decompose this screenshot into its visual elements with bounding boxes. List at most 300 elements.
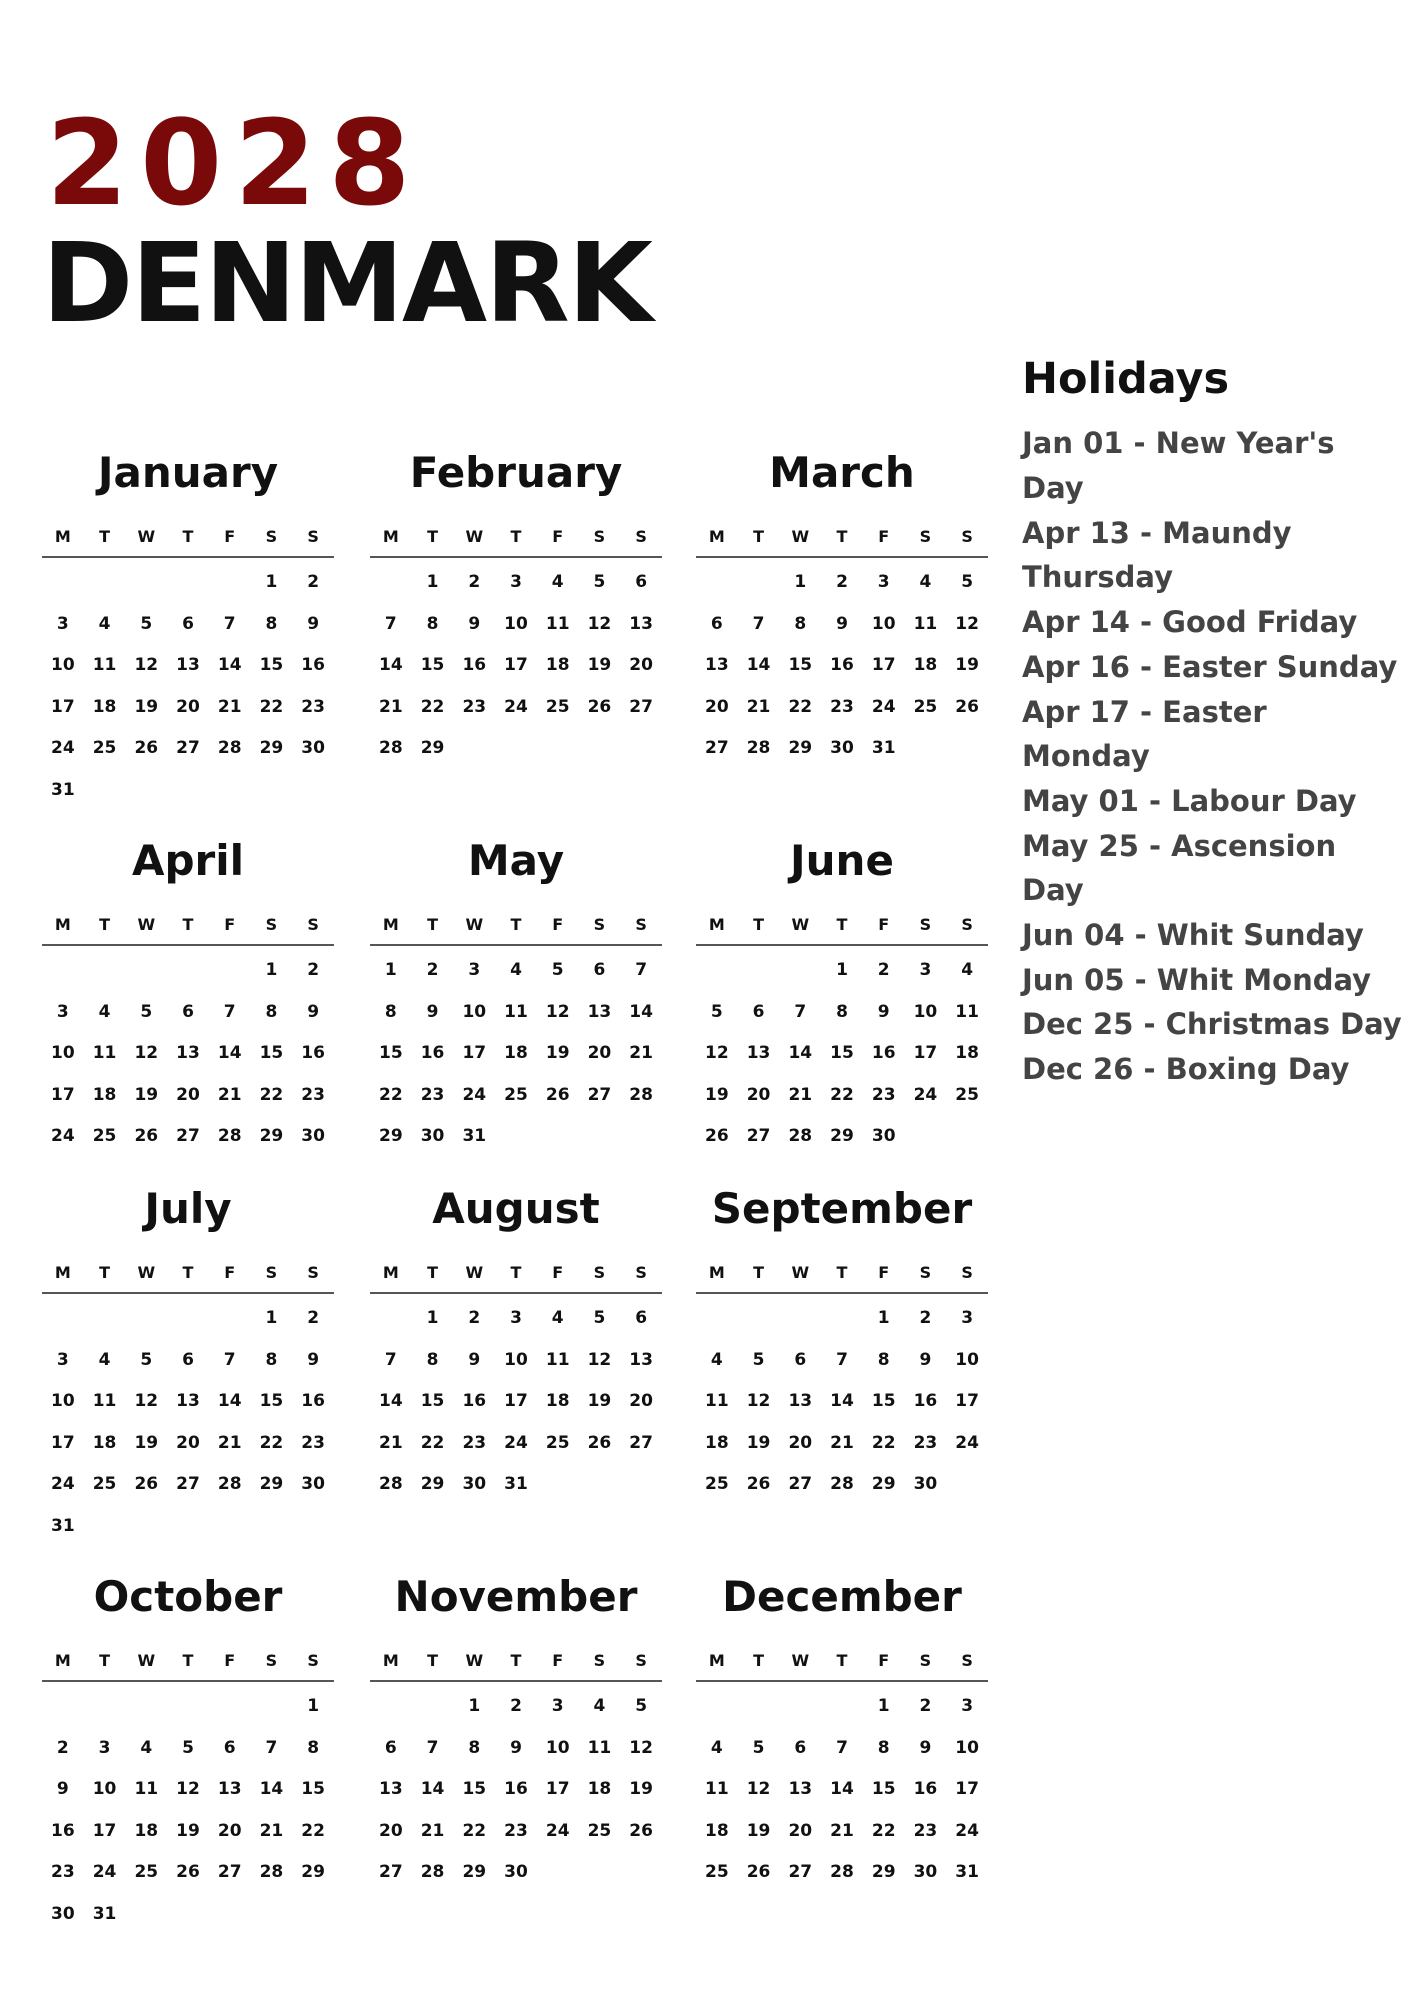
empty-day-cell (738, 1686, 780, 1728)
day-cell: 14 (217, 655, 242, 675)
day-cell: 16 (871, 1043, 896, 1063)
day-cell: 30 (51, 1903, 75, 1924)
month-november (370, 1572, 662, 1894)
day-cell: 16 (462, 1391, 487, 1411)
day-cell: 12 (955, 613, 979, 634)
day-cell: 31 (955, 1862, 979, 1882)
month-december (696, 1572, 988, 1894)
day-cell: 21 (830, 1432, 854, 1453)
day-cell: 16 (301, 655, 325, 675)
day-cell: 17 (462, 1043, 487, 1063)
day-cell: 7 (223, 1001, 236, 1022)
empty-day-cell (42, 1686, 84, 1728)
weekday-label: F (209, 1642, 251, 1682)
day-cell: 22 (788, 696, 813, 717)
weekday-label: M (42, 906, 84, 946)
day-cell: 1 (468, 1696, 481, 1716)
day-cell: 29 (301, 1862, 325, 1882)
empty-day-cell (209, 562, 251, 604)
day-cell: 30 (301, 738, 325, 758)
weekday-label: T (84, 1642, 126, 1682)
day-cell: 31 (51, 1515, 75, 1536)
empty-day-cell (167, 562, 209, 604)
empty-day-cell (251, 1686, 293, 1728)
weekday-label: W (125, 1254, 167, 1294)
day-cell: 3 (56, 1349, 69, 1370)
day-cell: 8 (426, 613, 439, 634)
day-cell: 3 (510, 1308, 522, 1328)
day-cell: 29 (259, 1474, 284, 1494)
holiday-item: Dec 25 - Christmas Day (1022, 1007, 1402, 1042)
holiday-item: Apr 16 - Easter Sunday (1022, 649, 1398, 684)
day-cell: 11 (913, 613, 938, 634)
day-cell: 1 (426, 1308, 439, 1328)
day-cell: 31 (504, 1474, 528, 1494)
day-cell: 15 (788, 655, 813, 675)
weekday-label: M (370, 518, 412, 558)
day-cell: 22 (259, 1432, 284, 1453)
weekday-label: S (946, 1642, 988, 1682)
weekday-label: M (370, 1642, 412, 1682)
day-cell: 22 (420, 696, 445, 717)
day-cell: 1 (877, 1696, 890, 1716)
weekday-label: W (125, 518, 167, 558)
empty-day-cell (125, 950, 167, 992)
day-cell: 28 (379, 1474, 403, 1494)
day-cell: 3 (468, 960, 481, 980)
day-cell: 19 (134, 1432, 159, 1453)
weekday-label: T (738, 1642, 780, 1682)
day-cell: 22 (462, 1820, 487, 1841)
day-cell: 14 (379, 655, 403, 675)
weekday-label: S (292, 518, 334, 558)
empty-day-cell (412, 1686, 454, 1728)
weekday-label: T (412, 906, 454, 946)
empty-day-cell (125, 1298, 167, 1340)
day-cell: 15 (420, 655, 445, 675)
weekday-label: M (42, 518, 84, 558)
day-cell: 3 (961, 1696, 974, 1716)
month-february (370, 448, 662, 770)
day-cell: 24 (504, 1432, 528, 1453)
holiday-item: Apr 17 - Easter Monday (1022, 694, 1267, 774)
day-cell: 7 (635, 960, 648, 980)
day-cell: 20 (629, 1391, 653, 1411)
day-cell: 6 (593, 960, 606, 980)
weekday-label: S (620, 1642, 662, 1682)
day-cell: 12 (746, 1391, 771, 1411)
day-cell: 16 (504, 1779, 528, 1799)
weekday-label: F (209, 1254, 251, 1294)
day-cell: 20 (176, 1432, 200, 1453)
day-cell: 14 (259, 1779, 284, 1799)
day-cell: 7 (223, 613, 236, 634)
day-cell: 21 (379, 696, 403, 717)
day-cell: 21 (420, 1820, 445, 1841)
day-cell: 28 (217, 1126, 242, 1146)
day-cell: 23 (301, 1432, 325, 1453)
weekday-label: T (738, 518, 780, 558)
weekday-label: W (779, 518, 821, 558)
day-cell: 5 (182, 1737, 194, 1758)
day-cell: 21 (217, 1084, 242, 1105)
day-cell: 29 (259, 1126, 284, 1146)
day-cell: 19 (587, 1391, 612, 1411)
day-cell: 26 (587, 696, 612, 717)
month-may (370, 836, 662, 1158)
day-cell: 27 (788, 1862, 813, 1882)
day-cell: 9 (919, 1737, 932, 1758)
day-cell: 16 (913, 1391, 938, 1411)
day-cell: 4 (98, 1349, 111, 1370)
day-cell: 27 (746, 1126, 771, 1146)
day-cell: 19 (955, 655, 979, 675)
day-cell: 16 (830, 655, 854, 675)
weekday-label: M (696, 906, 738, 946)
day-cell: 9 (307, 613, 320, 634)
weekday-label: W (125, 906, 167, 946)
empty-day-cell (209, 950, 251, 992)
day-cell: 15 (830, 1043, 854, 1063)
day-cell: 27 (176, 1474, 200, 1494)
day-cell: 18 (705, 1820, 729, 1841)
weekday-label: S (579, 518, 621, 558)
day-cell: 15 (259, 1043, 284, 1063)
day-cell: 7 (384, 613, 397, 634)
empty-day-cell (738, 1298, 780, 1340)
day-cell: 4 (919, 572, 932, 592)
day-cell: 18 (955, 1043, 979, 1063)
day-cell: 7 (384, 1349, 397, 1370)
day-cell: 24 (51, 1126, 75, 1146)
weekday-label: S (946, 906, 988, 946)
holiday-list (1022, 421, 1402, 1092)
day-cell: 1 (426, 572, 439, 592)
day-cell: 24 (92, 1862, 117, 1882)
day-cell: 9 (877, 1001, 890, 1022)
day-cell: 18 (92, 1084, 117, 1105)
day-cell: 21 (217, 696, 242, 717)
day-cell: 13 (217, 1779, 242, 1799)
weekday-label: S (292, 906, 334, 946)
day-cell: 4 (510, 960, 522, 980)
day-cell: 10 (913, 1001, 938, 1022)
day-cell: 26 (955, 696, 979, 717)
month-name: November (394, 1572, 638, 1621)
day-cell: 13 (629, 613, 653, 634)
day-cell: 30 (913, 1862, 938, 1882)
weekday-label: T (412, 1254, 454, 1294)
day-cell: 1 (384, 960, 397, 980)
day-cell: 21 (830, 1820, 854, 1841)
day-cell: 30 (301, 1474, 325, 1494)
day-cell: 6 (794, 1349, 807, 1370)
day-cell: 12 (746, 1779, 771, 1799)
weekday-label: F (863, 518, 905, 558)
weekday-label: T (412, 1642, 454, 1682)
weekday-label: M (696, 1642, 738, 1682)
empty-day-cell (738, 562, 780, 604)
empty-day-cell (42, 562, 84, 604)
month-name: May (467, 836, 565, 885)
day-cell: 8 (265, 613, 278, 634)
day-cell: 25 (92, 1126, 117, 1146)
day-cell: 9 (307, 1001, 320, 1022)
day-cell: 26 (746, 1474, 771, 1494)
holidays-title: Holidays (1022, 354, 1230, 404)
day-cell: 16 (301, 1043, 325, 1063)
day-cell: 3 (56, 613, 69, 634)
day-cell: 17 (913, 1043, 938, 1063)
month-name: December (722, 1572, 962, 1621)
month-name: January (97, 448, 279, 497)
day-cell: 21 (629, 1043, 653, 1063)
day-cell: 27 (705, 738, 729, 758)
weekday-label: T (167, 1254, 209, 1294)
weekday-label: T (412, 518, 454, 558)
day-cell: 10 (955, 1349, 979, 1370)
day-cell: 9 (468, 1349, 481, 1370)
day-cell: 15 (871, 1391, 896, 1411)
day-cell: 4 (551, 1308, 564, 1328)
weekday-label: S (251, 1254, 293, 1294)
day-cell: 8 (307, 1737, 320, 1758)
empty-day-cell (370, 562, 412, 604)
day-cell: 29 (462, 1862, 487, 1882)
day-cell: 10 (504, 1349, 528, 1370)
day-cell: 28 (379, 738, 403, 758)
day-cell: 13 (379, 1779, 403, 1799)
empty-day-cell (125, 1686, 167, 1728)
month-name: March (769, 448, 915, 497)
month-april (42, 836, 334, 1158)
weekday-label: T (167, 1642, 209, 1682)
day-cell: 15 (379, 1043, 403, 1063)
empty-day-cell (696, 1686, 738, 1728)
day-cell: 4 (551, 572, 564, 592)
day-cell: 5 (593, 1308, 606, 1328)
weekday-label: F (209, 906, 251, 946)
holiday-item: Jan 01 - New Year's Day (1022, 426, 1335, 505)
day-cell: 29 (420, 738, 445, 758)
day-cell: 3 (961, 1308, 974, 1328)
day-cell: 7 (836, 1349, 848, 1370)
day-cell: 20 (746, 1084, 771, 1105)
weekday-label: S (946, 1254, 988, 1294)
day-cell: 2 (468, 1308, 481, 1328)
day-cell: 14 (379, 1391, 403, 1411)
day-cell: 1 (307, 1696, 320, 1716)
day-cell: 20 (379, 1820, 403, 1841)
weekday-label: F (863, 1642, 905, 1682)
month-name: August (432, 1184, 600, 1233)
day-cell: 22 (420, 1432, 445, 1453)
weekday-label: S (905, 906, 947, 946)
day-cell: 26 (629, 1820, 653, 1841)
weekday-label: S (251, 518, 293, 558)
day-cell: 20 (629, 655, 653, 675)
day-cell: 10 (92, 1779, 117, 1799)
day-cell: 28 (217, 1474, 242, 1494)
day-cell: 9 (510, 1737, 522, 1758)
holiday-item: Jun 04 - Whit Sunday (1022, 918, 1364, 953)
day-cell: 23 (504, 1820, 528, 1841)
day-cell: 2 (510, 1696, 522, 1716)
day-cell: 16 (420, 1043, 445, 1063)
day-cell: 10 (51, 1043, 75, 1063)
day-cell: 19 (134, 1084, 159, 1105)
weekday-label: M (370, 906, 412, 946)
day-cell: 5 (140, 1001, 153, 1022)
weekday-label: T (821, 1254, 863, 1294)
day-cell: 26 (705, 1126, 729, 1146)
weekday-label: T (495, 1254, 537, 1294)
day-cell: 15 (259, 1391, 284, 1411)
day-cell: 24 (871, 696, 896, 717)
holiday-item: Dec 26 - Boxing Day (1022, 1052, 1350, 1087)
day-cell: 8 (265, 1349, 278, 1370)
day-cell: 25 (955, 1084, 979, 1105)
weekday-label: T (821, 906, 863, 946)
day-cell: 26 (746, 1862, 771, 1882)
month-name: October (93, 1572, 283, 1621)
weekday-label: S (905, 1642, 947, 1682)
day-cell: 10 (545, 1737, 570, 1758)
weekday-label: F (537, 1254, 579, 1294)
day-cell: 10 (504, 613, 528, 634)
day-cell: 8 (836, 1001, 848, 1022)
day-cell: 27 (629, 696, 653, 717)
holidays-panel (1022, 356, 1402, 1092)
day-cell: 1 (265, 572, 278, 592)
day-cell: 22 (301, 1820, 325, 1841)
weekday-label: W (779, 906, 821, 946)
weekday-label: T (821, 1642, 863, 1682)
day-cell: 21 (379, 1432, 403, 1453)
year-title: 2028 (46, 94, 423, 232)
empty-day-cell (167, 1686, 209, 1728)
day-cell: 22 (379, 1084, 403, 1105)
day-cell: 8 (468, 1737, 481, 1758)
empty-day-cell (167, 1298, 209, 1340)
weekday-label: S (620, 1254, 662, 1294)
day-cell: 11 (587, 1737, 612, 1758)
day-cell: 24 (504, 696, 528, 717)
day-cell: 6 (182, 613, 194, 634)
day-cell: 12 (134, 1043, 159, 1063)
day-cell: 8 (877, 1737, 890, 1758)
day-cell: 4 (140, 1737, 153, 1758)
day-cell: 7 (836, 1737, 848, 1758)
day-cell: 14 (420, 1779, 445, 1799)
day-cell: 20 (788, 1820, 813, 1841)
day-cell: 13 (746, 1043, 771, 1063)
day-cell: 3 (877, 572, 890, 592)
day-cell: 22 (871, 1820, 896, 1841)
day-cell: 30 (462, 1474, 487, 1494)
day-cell: 28 (217, 738, 242, 758)
day-cell: 27 (587, 1084, 612, 1105)
day-cell: 11 (705, 1779, 729, 1799)
day-cell: 5 (593, 572, 606, 592)
day-cell: 19 (705, 1084, 729, 1105)
month-october (42, 1572, 334, 1935)
day-cell: 27 (379, 1862, 403, 1882)
day-cell: 14 (217, 1043, 242, 1063)
weekday-label: S (292, 1254, 334, 1294)
day-cell: 14 (830, 1779, 854, 1799)
day-cell: 1 (836, 960, 848, 980)
day-cell: 5 (752, 1737, 765, 1758)
day-cell: 11 (504, 1001, 528, 1022)
empty-day-cell (696, 562, 738, 604)
day-cell: 1 (877, 1308, 890, 1328)
day-cell: 17 (955, 1779, 979, 1799)
day-cell: 27 (217, 1862, 242, 1882)
empty-day-cell (42, 1298, 84, 1340)
day-cell: 25 (587, 1820, 612, 1841)
weekday-label: S (251, 906, 293, 946)
day-cell: 1 (794, 572, 807, 592)
day-cell: 25 (545, 1432, 570, 1453)
day-cell: 6 (794, 1737, 807, 1758)
weekday-label: T (495, 906, 537, 946)
day-cell: 7 (223, 1349, 236, 1370)
day-cell: 5 (635, 1696, 648, 1716)
day-cell: 12 (176, 1779, 200, 1799)
day-cell: 4 (98, 1001, 111, 1022)
weekday-label: W (453, 1254, 495, 1294)
day-cell: 24 (913, 1084, 938, 1105)
weekday-label: M (696, 518, 738, 558)
day-cell: 17 (51, 1432, 75, 1453)
day-cell: 2 (426, 960, 439, 980)
day-cell: 4 (710, 1737, 723, 1758)
day-cell: 12 (587, 613, 612, 634)
day-cell: 23 (51, 1862, 75, 1882)
day-cell: 30 (871, 1126, 896, 1146)
weekday-label: W (779, 1254, 821, 1294)
day-cell: 20 (587, 1043, 612, 1063)
day-cell: 11 (545, 1349, 570, 1370)
day-cell: 13 (788, 1391, 813, 1411)
day-cell: 25 (545, 696, 570, 717)
day-cell: 17 (51, 1084, 75, 1105)
weekday-label: T (84, 1254, 126, 1294)
day-cell: 19 (176, 1820, 200, 1841)
day-cell: 23 (830, 696, 854, 717)
day-cell: 4 (98, 613, 111, 634)
day-cell: 6 (752, 1001, 765, 1022)
month-name: June (790, 836, 894, 885)
day-cell: 2 (877, 960, 890, 980)
day-cell: 13 (705, 655, 729, 675)
day-cell: 26 (176, 1862, 200, 1882)
weekday-label: W (453, 1642, 495, 1682)
weekday-label: S (251, 1642, 293, 1682)
day-cell: 13 (176, 1043, 200, 1063)
day-cell: 5 (961, 572, 974, 592)
day-cell: 7 (426, 1737, 439, 1758)
day-cell: 13 (788, 1779, 813, 1799)
empty-day-cell (209, 1298, 251, 1340)
day-cell: 6 (182, 1001, 194, 1022)
day-cell: 10 (871, 613, 896, 634)
day-cell: 27 (788, 1474, 813, 1494)
empty-day-cell (370, 1686, 412, 1728)
day-cell: 30 (830, 738, 854, 758)
day-cell: 23 (913, 1820, 938, 1841)
